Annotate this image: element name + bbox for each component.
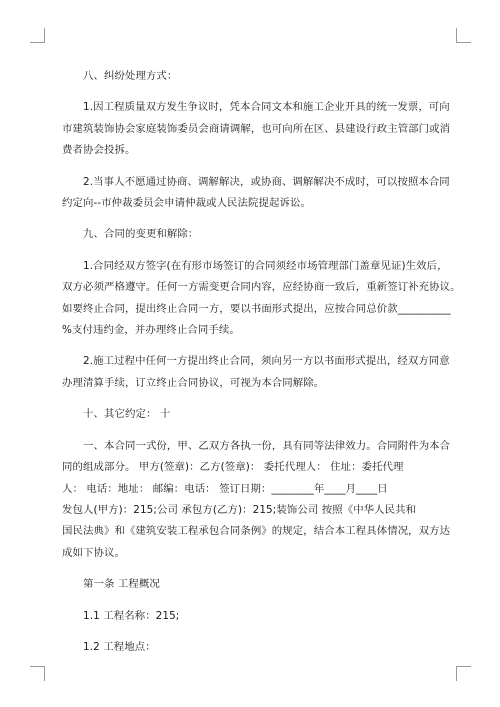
text-line: 十、其它约定： 十	[83, 408, 171, 421]
text-line: 成如下协议。	[62, 546, 125, 559]
paragraph-gap	[62, 214, 450, 224]
text-line: 发包人(甲方)：215;公司 承包方(乙方)：215;装饰公司 按照《中华人民共和	[62, 503, 417, 516]
crop-mark-top-right	[456, 28, 471, 43]
paragraph-gap	[62, 246, 450, 256]
paragraph-gap	[62, 87, 450, 97]
paragraph-gap	[62, 627, 450, 637]
text-line: 办理清算手续，订立终止合同协议，可视为本合同解除。	[62, 376, 325, 389]
text-line: 九、合同的变更和解除：	[83, 228, 199, 241]
text-line: 2.施工过程中任何一方提出终止合同，须向另一方以书面形式提出，经双方同意	[83, 355, 450, 368]
text-line: 国民法典》和《建筑安装工程承包合同条例》的规定，结合本工程具体情况，双方达	[62, 525, 451, 538]
text-line: %支付违约金，并办理终止合同手续。	[62, 324, 240, 337]
text-line: 第一条 工程概况	[83, 578, 160, 591]
text-line: 一、本合同一式份，甲、乙双方各执一份，具有同等法律效力。合同附件为本合	[83, 439, 451, 452]
crop-mark-top-left	[30, 28, 45, 43]
crop-mark-bottom-left	[30, 666, 45, 681]
text-line: 人： 电话：地址： 邮编：电话： 签订日期：________年____月____日	[62, 482, 388, 495]
text-line: 同的组成部分。 甲方(签章)：乙方(签章)： 委托代理人： 住址：委托代理	[62, 461, 404, 474]
text-line: 2.当事人不愿通过协商、调解解决，或协商、调解解决不成时，可以按照本合同	[83, 175, 450, 188]
text-line: 八、纠纷处理方式：	[83, 70, 178, 82]
crop-mark-bottom-right	[456, 666, 471, 681]
text-line: 1.因工程质量双方发生争议时，凭本合同文本和施工企业开具的统一发票，可向	[83, 101, 450, 114]
text-line: 如要终止合同，提出终止合同一方，要以书面形式提出，应按合同总价款__________	[62, 302, 451, 315]
paragraph-gap	[62, 564, 450, 574]
paragraph-gap	[62, 162, 450, 172]
text-line: 费者协会投拆。	[62, 144, 136, 157]
text-line: 1.2 工程地点：	[83, 640, 156, 653]
paragraph-gap	[62, 426, 450, 436]
paragraph-gap	[62, 394, 450, 404]
paragraph-gap	[62, 341, 450, 351]
paragraph-gap	[62, 596, 450, 606]
text-line: 市建筑装饰协会家庭装饰委员会商请调解，也可向所在区、县建设行政主管部门或消	[62, 122, 451, 135]
text-line: 1.合同经双方签字(在有形市场签订的合同须经市场管理部门盖章见证)生效后，	[83, 259, 448, 272]
text-line: 双方必须严格遵守。任何一方需变更合同内容，应经协商一致后，重新签订补充协议。	[62, 281, 461, 294]
text-line: 1.1 工程名称：215;	[83, 609, 180, 622]
document-page	[62, 66, 461, 658]
text-line: 约定向--市仲裁委员会申请仲裁或人民法院提起诉讼。	[62, 197, 311, 210]
